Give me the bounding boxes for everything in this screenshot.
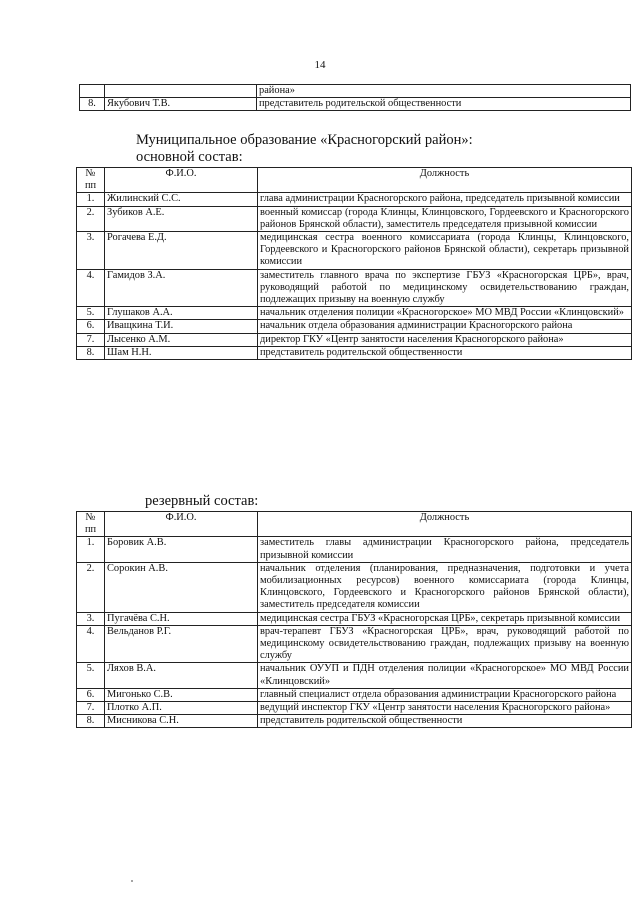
main-composition-title: основной состав: — [136, 149, 243, 165]
member-position: заместитель главы администрации Красногорского района, председатель призывной комиссии — [258, 537, 632, 562]
member-position: медицинская сестра военного комиссариата (города Клинцы, Клинцовского, Гордеевского и Красногорского районов Брянской области), секретарь призывной комиссии — [258, 232, 632, 270]
member-name: Вельданов Р.Г. — [105, 625, 258, 663]
column-header-name: Ф.И.О. — [105, 512, 258, 537]
table-row — [77, 346, 632, 359]
member-name: Мисникова С.Н. — [105, 715, 258, 728]
member-name: Ляхов В.А. — [105, 663, 258, 688]
member-position: начальник ОУУП и ПДН отделения полиции «Красногорское» МО МВД России «Клинцовский» — [258, 663, 632, 688]
row-number: 6. — [77, 688, 105, 701]
reserve-composition-title: резервный состав: — [145, 493, 259, 509]
table-row — [77, 663, 632, 688]
member-name: Шам Н.Н. — [105, 346, 258, 359]
member-position: директор ГКУ «Центр занятости населения Красногорского района» — [258, 333, 632, 346]
table-row — [77, 269, 632, 307]
member-name: Лысенко А.М. — [105, 333, 258, 346]
member-position: начальник отделения (планирования, предназначения, подготовки и учета мобилизационных ресурсов) военного комиссариата (города Клинцы, Клинцовского, Гордеевского и Красногорского районов Брянской области), заместитель председателя комиссии — [258, 562, 632, 612]
member-position: врач-терапевт ГБУЗ «Красногорская ЦРБ», врач, руководящий работой по медицинскому освидетельствованию граждан, подлежащих призыву на военную службу — [258, 625, 632, 663]
row-number: 3. — [77, 612, 105, 625]
row-number: 8. — [80, 98, 105, 111]
member-position: ведущий инспектор ГКУ «Центр занятости населения Красногорского района» — [258, 702, 632, 715]
member-name — [105, 85, 257, 98]
main-composition-table — [76, 167, 632, 360]
table-row — [77, 320, 632, 333]
member-position: заместитель главного врача по экспертизе ГБУЗ «Красногорская ЦРБ», врач, руководящий работой по медицинскому освидетельствованию граждан, подлежащих призыву на военную службу — [258, 269, 632, 307]
table-row — [77, 537, 632, 562]
row-number: 8. — [77, 715, 105, 728]
member-position: начальник отдела образования администрации Красногорского района — [258, 320, 632, 333]
table-header-row — [77, 168, 632, 193]
row-number: 4. — [77, 269, 105, 307]
column-header-position: Должность — [258, 168, 632, 193]
row-number: 1. — [77, 193, 105, 206]
header-continuation-table — [79, 84, 631, 111]
member-name: Гамидов З.А. — [105, 269, 258, 307]
member-name: Боровик А.В. — [105, 537, 258, 562]
table-row — [77, 715, 632, 728]
table-row — [80, 85, 631, 98]
member-position: представитель родительской общественности — [257, 98, 631, 111]
table-row — [77, 688, 632, 701]
column-header-position: Должность — [258, 512, 632, 537]
table-row — [77, 193, 632, 206]
scan-speck — [131, 880, 133, 882]
member-position: представитель родительской общественности — [258, 715, 632, 728]
row-number: 6. — [77, 320, 105, 333]
table-row — [77, 307, 632, 320]
member-position: медицинская сестра ГБУЗ «Красногорская ЦРБ», секретарь призывной комиссии — [258, 612, 632, 625]
member-name: Жилинский С.С. — [105, 193, 258, 206]
table-row — [80, 98, 631, 111]
row-number: 2. — [77, 562, 105, 612]
row-number: 1. — [77, 537, 105, 562]
table-row — [77, 206, 632, 231]
row-number: 3. — [77, 232, 105, 270]
row-number: 7. — [77, 333, 105, 346]
row-number: 7. — [77, 702, 105, 715]
member-name: Зубиков А.Е. — [105, 206, 258, 231]
table-row — [77, 333, 632, 346]
member-position: района» — [257, 85, 631, 98]
municipality-title: Муниципальное образование «Красногорский район»: — [136, 132, 473, 148]
member-name: Сорокин А.В. — [105, 562, 258, 612]
member-position: глава администрации Красногорского района, председатель призывной комиссии — [258, 193, 632, 206]
reserve-composition-table — [76, 511, 632, 728]
member-name: Мигонько С.В. — [105, 688, 258, 701]
row-number: 2. — [77, 206, 105, 231]
member-name: Рогачева Е.Д. — [105, 232, 258, 270]
row-number: 8. — [77, 346, 105, 359]
row-number: 4. — [77, 625, 105, 663]
member-name: Иващкина Т.И. — [105, 320, 258, 333]
row-number: 5. — [77, 307, 105, 320]
member-position: военный комиссар (города Клинцы, Клинцовского, Гордеевского и Красногорского районов Брянской области), заместитель председателя призывной комиссии — [258, 206, 632, 231]
member-position: представитель родительской общественности — [258, 346, 632, 359]
table-row — [77, 702, 632, 715]
table-row — [77, 562, 632, 612]
table-row — [77, 232, 632, 270]
member-name: Плотко А.П. — [105, 702, 258, 715]
column-header-num: № пп — [77, 168, 105, 193]
row-number — [80, 85, 105, 98]
member-name: Пугачёва С.Н. — [105, 612, 258, 625]
table-row — [77, 612, 632, 625]
member-position: главный специалист отдела образования администрации Красногорского района — [258, 688, 632, 701]
member-name: Якубович Т.В. — [105, 98, 257, 111]
table-row — [77, 625, 632, 663]
row-number: 5. — [77, 663, 105, 688]
table-header-row — [77, 512, 632, 537]
member-name: Глушаков А.А. — [105, 307, 258, 320]
page-number: 14 — [314, 59, 326, 71]
column-header-name: Ф.И.О. — [105, 168, 258, 193]
column-header-num: № пп — [77, 512, 105, 537]
member-position: начальник отделения полиции «Красногорское» МО МВД России «Клинцовский» — [258, 307, 632, 320]
